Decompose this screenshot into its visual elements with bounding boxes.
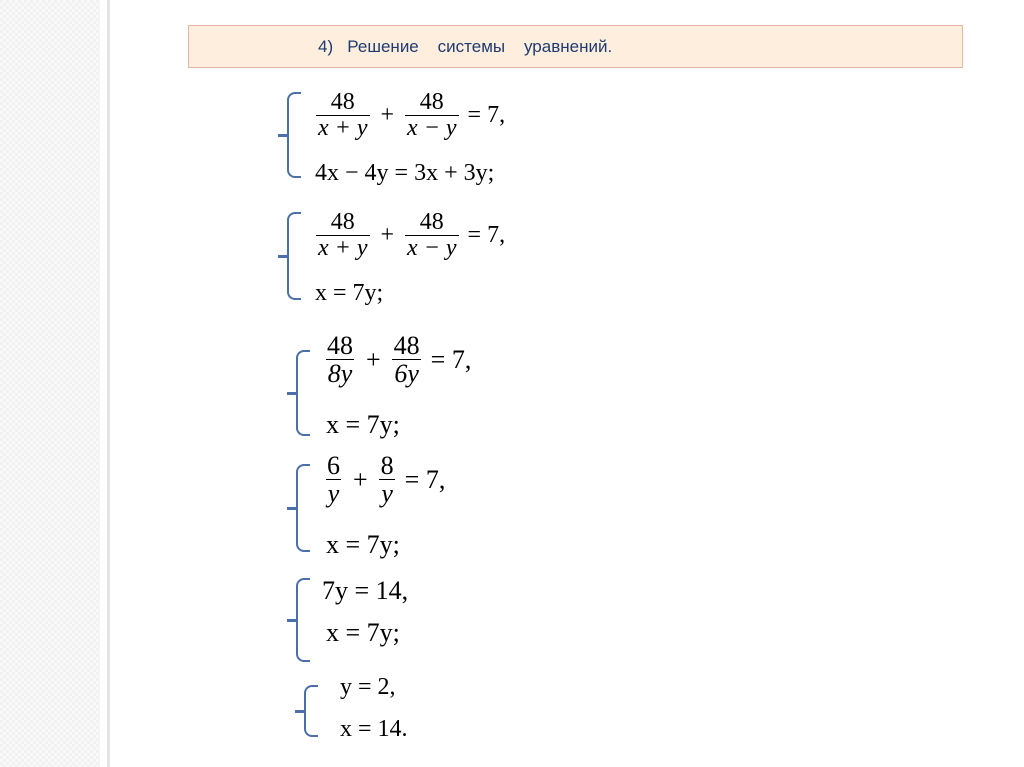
- denominator: x + y: [318, 115, 368, 142]
- system-2-equation-2: x = 7y;: [315, 280, 384, 306]
- plus-sign: +: [380, 102, 395, 129]
- system-1-equation-2: 4x − 4y = 3x + 3y;: [315, 160, 495, 186]
- fraction: [325, 332, 355, 388]
- fraction: [405, 210, 459, 261]
- system-3-equation-2: x = 7y;: [326, 410, 400, 439]
- denominator: y: [381, 479, 393, 509]
- system-1-equation-1: [313, 90, 505, 141]
- numerator: 48: [327, 331, 353, 360]
- system-brace: [296, 578, 310, 662]
- equation-rhs: = 7,: [467, 222, 506, 249]
- system-brace: [296, 350, 310, 436]
- fraction: [392, 332, 422, 388]
- denominator: x − y: [407, 115, 457, 142]
- system-brace: [287, 212, 301, 300]
- denominator: x − y: [407, 235, 457, 262]
- fraction: [325, 452, 342, 508]
- fraction: [316, 90, 370, 141]
- system-6-equation-1: y = 2,: [340, 674, 396, 700]
- denominator: 8y: [327, 359, 353, 389]
- numerator: 48: [330, 209, 355, 235]
- numerator: 48: [419, 209, 444, 235]
- system-4-equation-1: [322, 452, 445, 508]
- numerator: 48: [330, 89, 355, 115]
- system-5-equation-2: x = 7y;: [326, 618, 400, 647]
- denominator: y: [327, 479, 340, 509]
- decorative-divider: [107, 0, 110, 767]
- system-brace: [296, 464, 310, 552]
- numerator: 48: [393, 331, 420, 360]
- plus-sign: +: [353, 464, 368, 494]
- system-6-equation-2: x = 14.: [340, 716, 408, 742]
- decorative-pattern-strip: [0, 0, 100, 767]
- system-4-equation-2: x = 7y;: [326, 530, 400, 559]
- fraction: [379, 452, 396, 508]
- numerator: 48: [419, 89, 444, 115]
- system-brace: [304, 685, 318, 737]
- system-5-equation-1: 7y = 14,: [322, 576, 409, 605]
- system-3-equation-1: [322, 332, 471, 388]
- equation-rhs: = 7,: [430, 344, 472, 374]
- plus-sign: +: [380, 222, 395, 249]
- denominator: 6y: [394, 359, 419, 389]
- plus-sign: +: [366, 344, 381, 374]
- fraction: [405, 90, 459, 141]
- fraction: [316, 210, 370, 261]
- equation-rhs: = 7,: [404, 464, 446, 494]
- slide-title: 4) Решение системы уравнений.: [318, 37, 613, 56]
- numerator: 8: [380, 451, 394, 480]
- equation-rhs: = 7,: [467, 102, 506, 129]
- denominator: x + y: [318, 235, 368, 262]
- system-brace: [287, 92, 301, 178]
- numerator: 6: [327, 451, 340, 480]
- system-2-equation-1: [313, 210, 505, 261]
